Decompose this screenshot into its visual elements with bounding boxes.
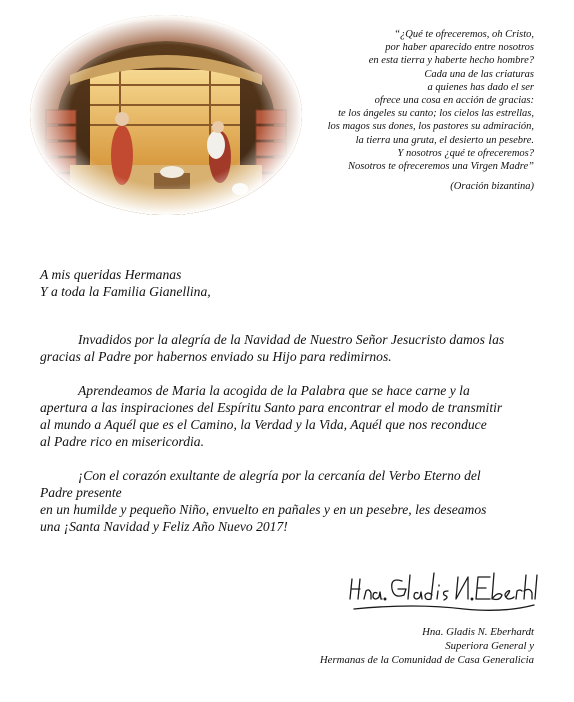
greeting-line-2: Y a toda la Familia Gianellina,	[40, 284, 211, 299]
prayer-line: te los ángeles su canto; los cielos las estrellas,	[338, 108, 534, 120]
prayer-source: (Oración bizantina)	[450, 181, 534, 193]
paragraph-line: Aprendeamos de Maria la acogida de la Palabra que se hace carne y la	[78, 383, 470, 398]
prayer-line: “¿Qué te ofreceremos, oh Cristo,	[394, 29, 534, 40]
prayer-line: por haber aparecido entre nosotros	[385, 42, 534, 54]
prayer-line: en esta tierra y haberte hecho hombre?	[368, 55, 534, 67]
prayer-line: Cada una de las criaturas	[424, 68, 534, 80]
nativity-scene-image	[30, 15, 302, 215]
handwritten-signature	[344, 567, 539, 617]
signer-name: Hna. Gladis N. Eberhardt	[422, 626, 534, 638]
prayer-line: los magos sus dones, los pastores su admiración,	[327, 121, 534, 133]
signer-role: Superiora General y	[445, 640, 534, 652]
paragraph-line: una ¡Santa Navidad y Feliz Año Nuevo 2017!	[40, 519, 288, 534]
body-paragraph	[40, 467, 534, 535]
paragraph-line: en un humilde y pequeño Niño, envuelto en pañales y en un pesebre, les deseamos	[40, 502, 487, 517]
prayer-line: a quienes has dado el ser	[427, 81, 534, 93]
body-paragraph	[40, 382, 534, 450]
prayer-line: ofrece una cosa en acción de gracias:	[374, 95, 534, 107]
paragraph-line: ¡Con el corazón exultante de alegría por la cercanía del Verbo Eterno del	[78, 468, 481, 483]
prayer-line: la tierra una gruta, el desierto un pesebre.	[355, 134, 534, 146]
greeting-line-1: A mis queridas Hermanas	[40, 267, 182, 282]
letter-greeting	[40, 266, 211, 300]
prayer-line: Y nosotros ¿qué te ofreceremos?	[397, 147, 534, 159]
signer-community: Hermanas de la Comunidad de Casa Generalicia	[319, 654, 534, 666]
prayer-line: Nosotros te ofreceremos una Virgen Madre”	[348, 161, 534, 173]
paragraph-line: al mundo a Aquél que es el Camino, la Verdad y la Vida, Aquél que nos reconduce	[40, 417, 487, 432]
paragraph-line: gracias al Padre por habernos enviado su Hijo para redimirnos.	[40, 349, 392, 364]
paragraph-line: Padre presente	[40, 485, 122, 500]
body-paragraph	[40, 331, 534, 365]
paragraph-line: apertura a las inspiraciones del Espíritu Santo para encontrar el modo de transmitir	[40, 400, 503, 415]
letter-closing	[320, 625, 534, 667]
letter-body	[40, 331, 534, 552]
paragraph-line: al Padre rico en misericordia.	[40, 434, 204, 449]
byzantine-prayer	[296, 28, 534, 193]
paragraph-line: Invadidos por la alegría de la Navidad de Nuestro Señor Jesucristo damos las	[78, 332, 505, 347]
